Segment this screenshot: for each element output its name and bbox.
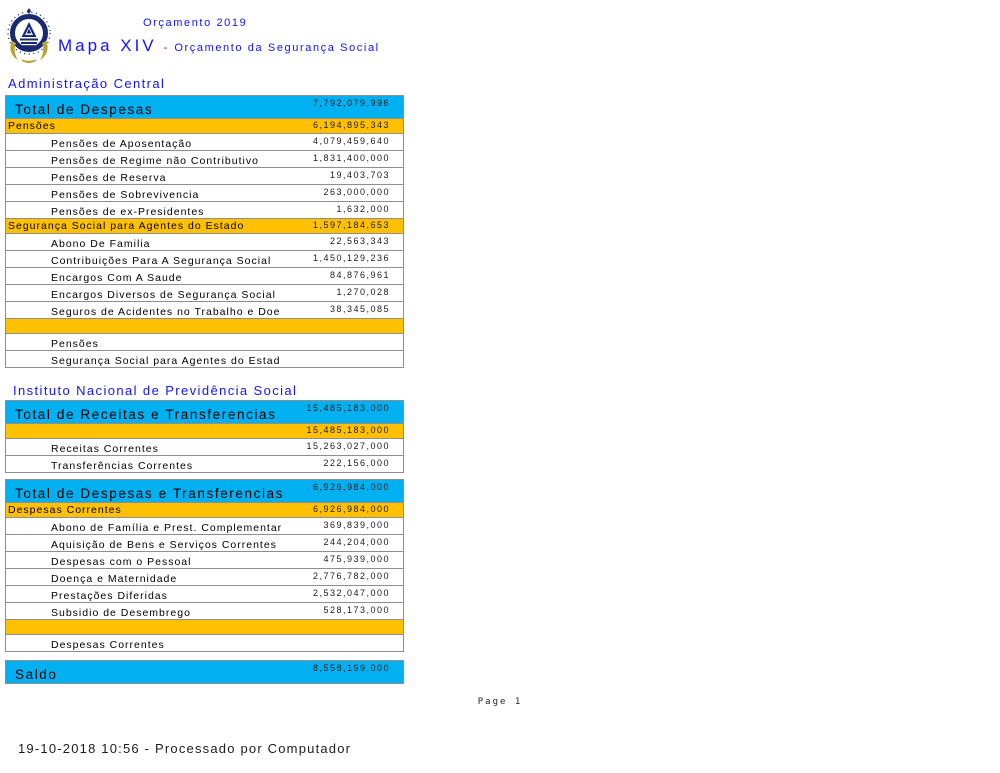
table-despesas-transferencias — [5, 479, 404, 652]
map-title-line — [58, 36, 380, 56]
row-label: Aquisição de Bens e Serviços Correntes — [51, 539, 277, 551]
row-label: Abono De Familia — [51, 238, 151, 250]
map-title: Mapa XIV — [58, 36, 157, 55]
table-row — [6, 118, 403, 133]
row-label: Receitas Correntes — [51, 443, 159, 455]
table-row — [6, 350, 403, 367]
table-row — [6, 619, 403, 634]
row-label: Pensões de Sobrevivencia — [51, 189, 200, 201]
table-row — [6, 218, 403, 233]
table-row — [6, 267, 403, 284]
row-value: 263,000,000 — [323, 187, 390, 197]
table-saldo — [5, 660, 404, 684]
row-label — [6, 620, 8, 634]
row-label: Transferências Correntes — [51, 460, 194, 472]
row-label: Contribuições Para A Segurança Social — [51, 255, 272, 267]
table-row — [6, 301, 403, 318]
row-label: Pensões — [8, 120, 56, 132]
row-label: Segurança Social para Agentes do Estado — [8, 220, 245, 232]
row-value: 369,839,000 — [323, 520, 390, 530]
table-row — [6, 517, 403, 534]
row-label: Segurança Social para Agentes do Estad — [51, 355, 281, 367]
row-label: Pensões de Aposentação — [51, 138, 193, 150]
row-value: 22,563,343 — [329, 236, 390, 246]
budget-year-title: Orçamento 2019 — [143, 17, 248, 29]
row-value: 6,926,984,000 — [312, 482, 390, 492]
row-label: Despesas Correntes — [51, 639, 165, 651]
row-label: Despesas Correntes — [8, 504, 122, 516]
row-value — [390, 620, 403, 634]
table-row — [6, 333, 403, 350]
row-value — [390, 334, 403, 350]
row-value: 1,597,184,653 — [312, 220, 390, 230]
table-row — [6, 502, 403, 517]
table-row — [6, 96, 403, 118]
table-row — [6, 250, 403, 267]
table-row — [6, 133, 403, 150]
row-value: 84,876,961 — [329, 270, 390, 280]
page-number: Page 1 — [477, 697, 523, 707]
table-row — [6, 568, 403, 585]
row-value — [390, 635, 403, 651]
section-heading-inps: Instituto Nacional de Previdência Social — [13, 383, 298, 398]
row-value — [390, 319, 403, 333]
section-heading-administracao-central: Administração Central — [8, 76, 166, 91]
row-value: 19,403,703 — [329, 170, 390, 180]
row-label: Prestações Diferidas — [51, 590, 168, 602]
row-label: Seguros de Acidentes no Trabalho e Doe — [51, 306, 281, 318]
row-value: 7,792,079,996 — [312, 98, 390, 108]
table-row — [6, 602, 403, 619]
table-row — [6, 534, 403, 551]
row-value: 4,079,459,640 — [312, 136, 390, 146]
row-label: Saldo — [15, 667, 58, 682]
row-value: 38,345,085 — [329, 304, 390, 314]
row-label: Pensões — [51, 338, 99, 350]
row-value: 528,173,000 — [323, 605, 390, 615]
row-value: 15,485,183,000 — [306, 403, 390, 413]
row-label: Despesas com o Pessoal — [51, 556, 192, 568]
row-value: 475,939,000 — [323, 554, 390, 564]
table-row — [6, 438, 403, 455]
table-row — [6, 423, 403, 438]
table-row — [6, 455, 403, 472]
row-label: Total de Despesas e Transferencias — [15, 486, 285, 501]
row-label: Pensões de Reserva — [51, 172, 167, 184]
row-value: 222,156,000 — [323, 458, 390, 468]
table-receitas-transferencias — [5, 400, 404, 473]
row-value: 1,831,400,000 — [312, 153, 390, 163]
row-label: Total de Receitas e Transferencias — [15, 407, 277, 422]
table-row — [6, 401, 403, 423]
table-row — [6, 585, 403, 602]
row-label — [6, 319, 8, 333]
row-label: Pensões de Regime não Contributivo — [51, 155, 259, 167]
table-row — [6, 634, 403, 651]
table-row — [6, 167, 403, 184]
row-label: Total de Despesas — [15, 102, 154, 117]
row-value: 6,926,984,000 — [312, 504, 390, 514]
table-row — [6, 551, 403, 568]
row-label: Abono de Família e Prest. Complementar — [51, 522, 283, 534]
map-subtitle: Orçamento da Segurança Social — [174, 42, 380, 54]
table-row — [6, 150, 403, 167]
processed-timestamp: 19-10-2018 10:56 - Processado por Computador — [18, 741, 352, 756]
row-label: Encargos Com A Saude — [51, 272, 183, 284]
table-administracao-central — [5, 95, 404, 368]
row-label: Pensões de ex-Presidentes — [51, 206, 205, 218]
row-value: 6,194,895,343 — [312, 120, 390, 130]
row-value: 244,204,000 — [323, 537, 390, 547]
row-label: Encargos Diversos de Segurança Social — [51, 289, 276, 301]
row-value: 2,532,047,000 — [312, 588, 390, 598]
table-row — [6, 233, 403, 250]
cape-verde-coat-of-arms-icon — [4, 7, 54, 63]
row-value: 15,485,183,000 — [306, 425, 390, 435]
row-value: 1,450,129,236 — [312, 253, 390, 263]
table-row — [6, 480, 403, 502]
row-label: Doença e Maternidade — [51, 573, 178, 585]
row-value: 2,776,782,000 — [312, 571, 390, 581]
row-value — [390, 351, 403, 367]
map-title-separator: - — [163, 42, 168, 54]
table-row — [6, 661, 403, 683]
row-value: 1,632,000 — [336, 204, 390, 214]
table-row — [6, 201, 403, 218]
row-label — [6, 424, 8, 438]
row-value: 15,263,027,000 — [306, 441, 390, 451]
row-label: Subsidio de Desembrego — [51, 607, 191, 619]
table-row — [6, 284, 403, 301]
row-value: 8,558,199,000 — [312, 663, 390, 673]
table-row — [6, 184, 403, 201]
row-value: 1,270,028 — [336, 287, 390, 297]
table-row — [6, 318, 403, 333]
